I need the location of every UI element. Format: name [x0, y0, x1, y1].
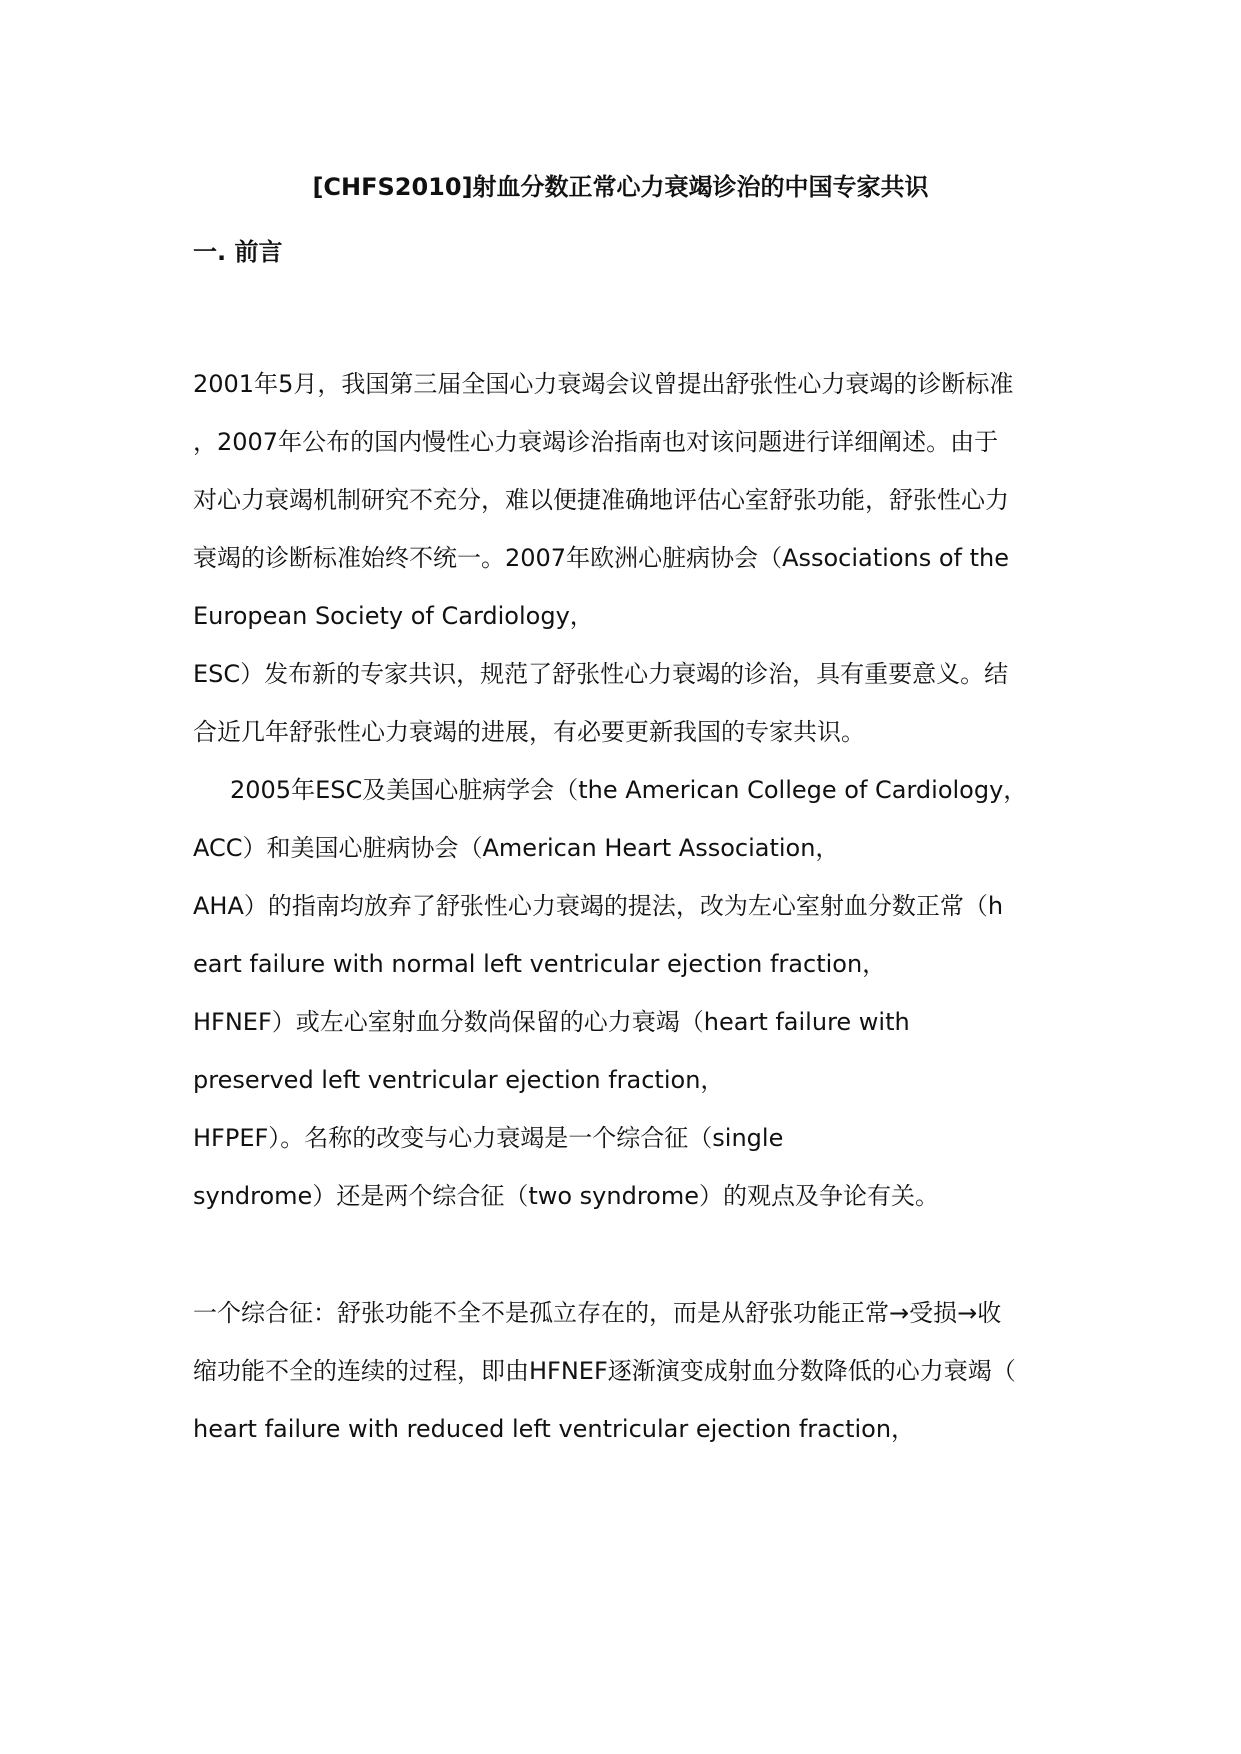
paragraph-line: HFNEF）或左心室射血分数尚保留的心力衰竭（heart failure with [193, 1008, 910, 1036]
paragraph-line: 衰竭的诊断标准始终不统一。2007年欧洲心脏病协会（Associations of the [193, 544, 1010, 572]
paragraph-line: ，2007年公布的国内慢性心力衰竭诊治指南也对该问题进行详细阐述。由于 [193, 428, 999, 456]
paragraph-line: ACC）和美国心脏病协会（American Heart Association， [193, 834, 840, 862]
paragraph-line: HFPEF）。名称的改变与心力衰竭是一个综合征（single [193, 1124, 784, 1152]
paragraph-line: AHA）的指南均放弃了舒张性心力衰竭的提法，改为左心室射血分数正常（h [193, 892, 1004, 920]
paragraph-line: 2005年ESC及美国心脏病学会（the American College of Cardiology， [230, 776, 1028, 804]
paragraph-line: 合近几年舒张性心力衰竭的进展，有必要更新我国的专家共识。 [193, 718, 865, 746]
paragraph-line: 一个综合征：舒张功能不全不是孤立存在的，而是从舒张功能正常→受损→收 [193, 1299, 1002, 1327]
paragraph-line: 对心力衰竭机制研究不充分，难以便捷准确地评估心室舒张功能，舒张性心力 [193, 486, 1009, 514]
paragraph-line: heart failure with reduced left ventricular ejection fraction， [193, 1415, 916, 1443]
paragraph-line: syndrome）还是两个综合征（two syndrome）的观点及争论有关。 [193, 1182, 939, 1210]
paragraph-line: 2001年5月，我国第三届全国心力衰竭会议曾提出舒张性心力衰竭的诊断标准 [193, 370, 1014, 398]
paragraph-line: 缩功能不全的连续的过程，即由HFNEF逐渐演变成射血分数降低的心力衰竭（ [193, 1357, 1016, 1385]
paragraph-line: preserved left ventricular ejection fraction， [193, 1066, 725, 1094]
paragraph-line: European Society of Cardiology， [193, 602, 594, 630]
paragraph-line: ESC）发布新的专家共识，规范了舒张性心力衰竭的诊治，具有重要意义。结 [193, 660, 1009, 688]
document-title: [CHFS2010]射血分数正常心力衰竭诊治的中国专家共识 [312, 173, 929, 201]
paragraph-line: eart failure with normal left ventricular ejection fraction， [193, 950, 887, 978]
section-heading: 一. 前言 [193, 238, 283, 266]
